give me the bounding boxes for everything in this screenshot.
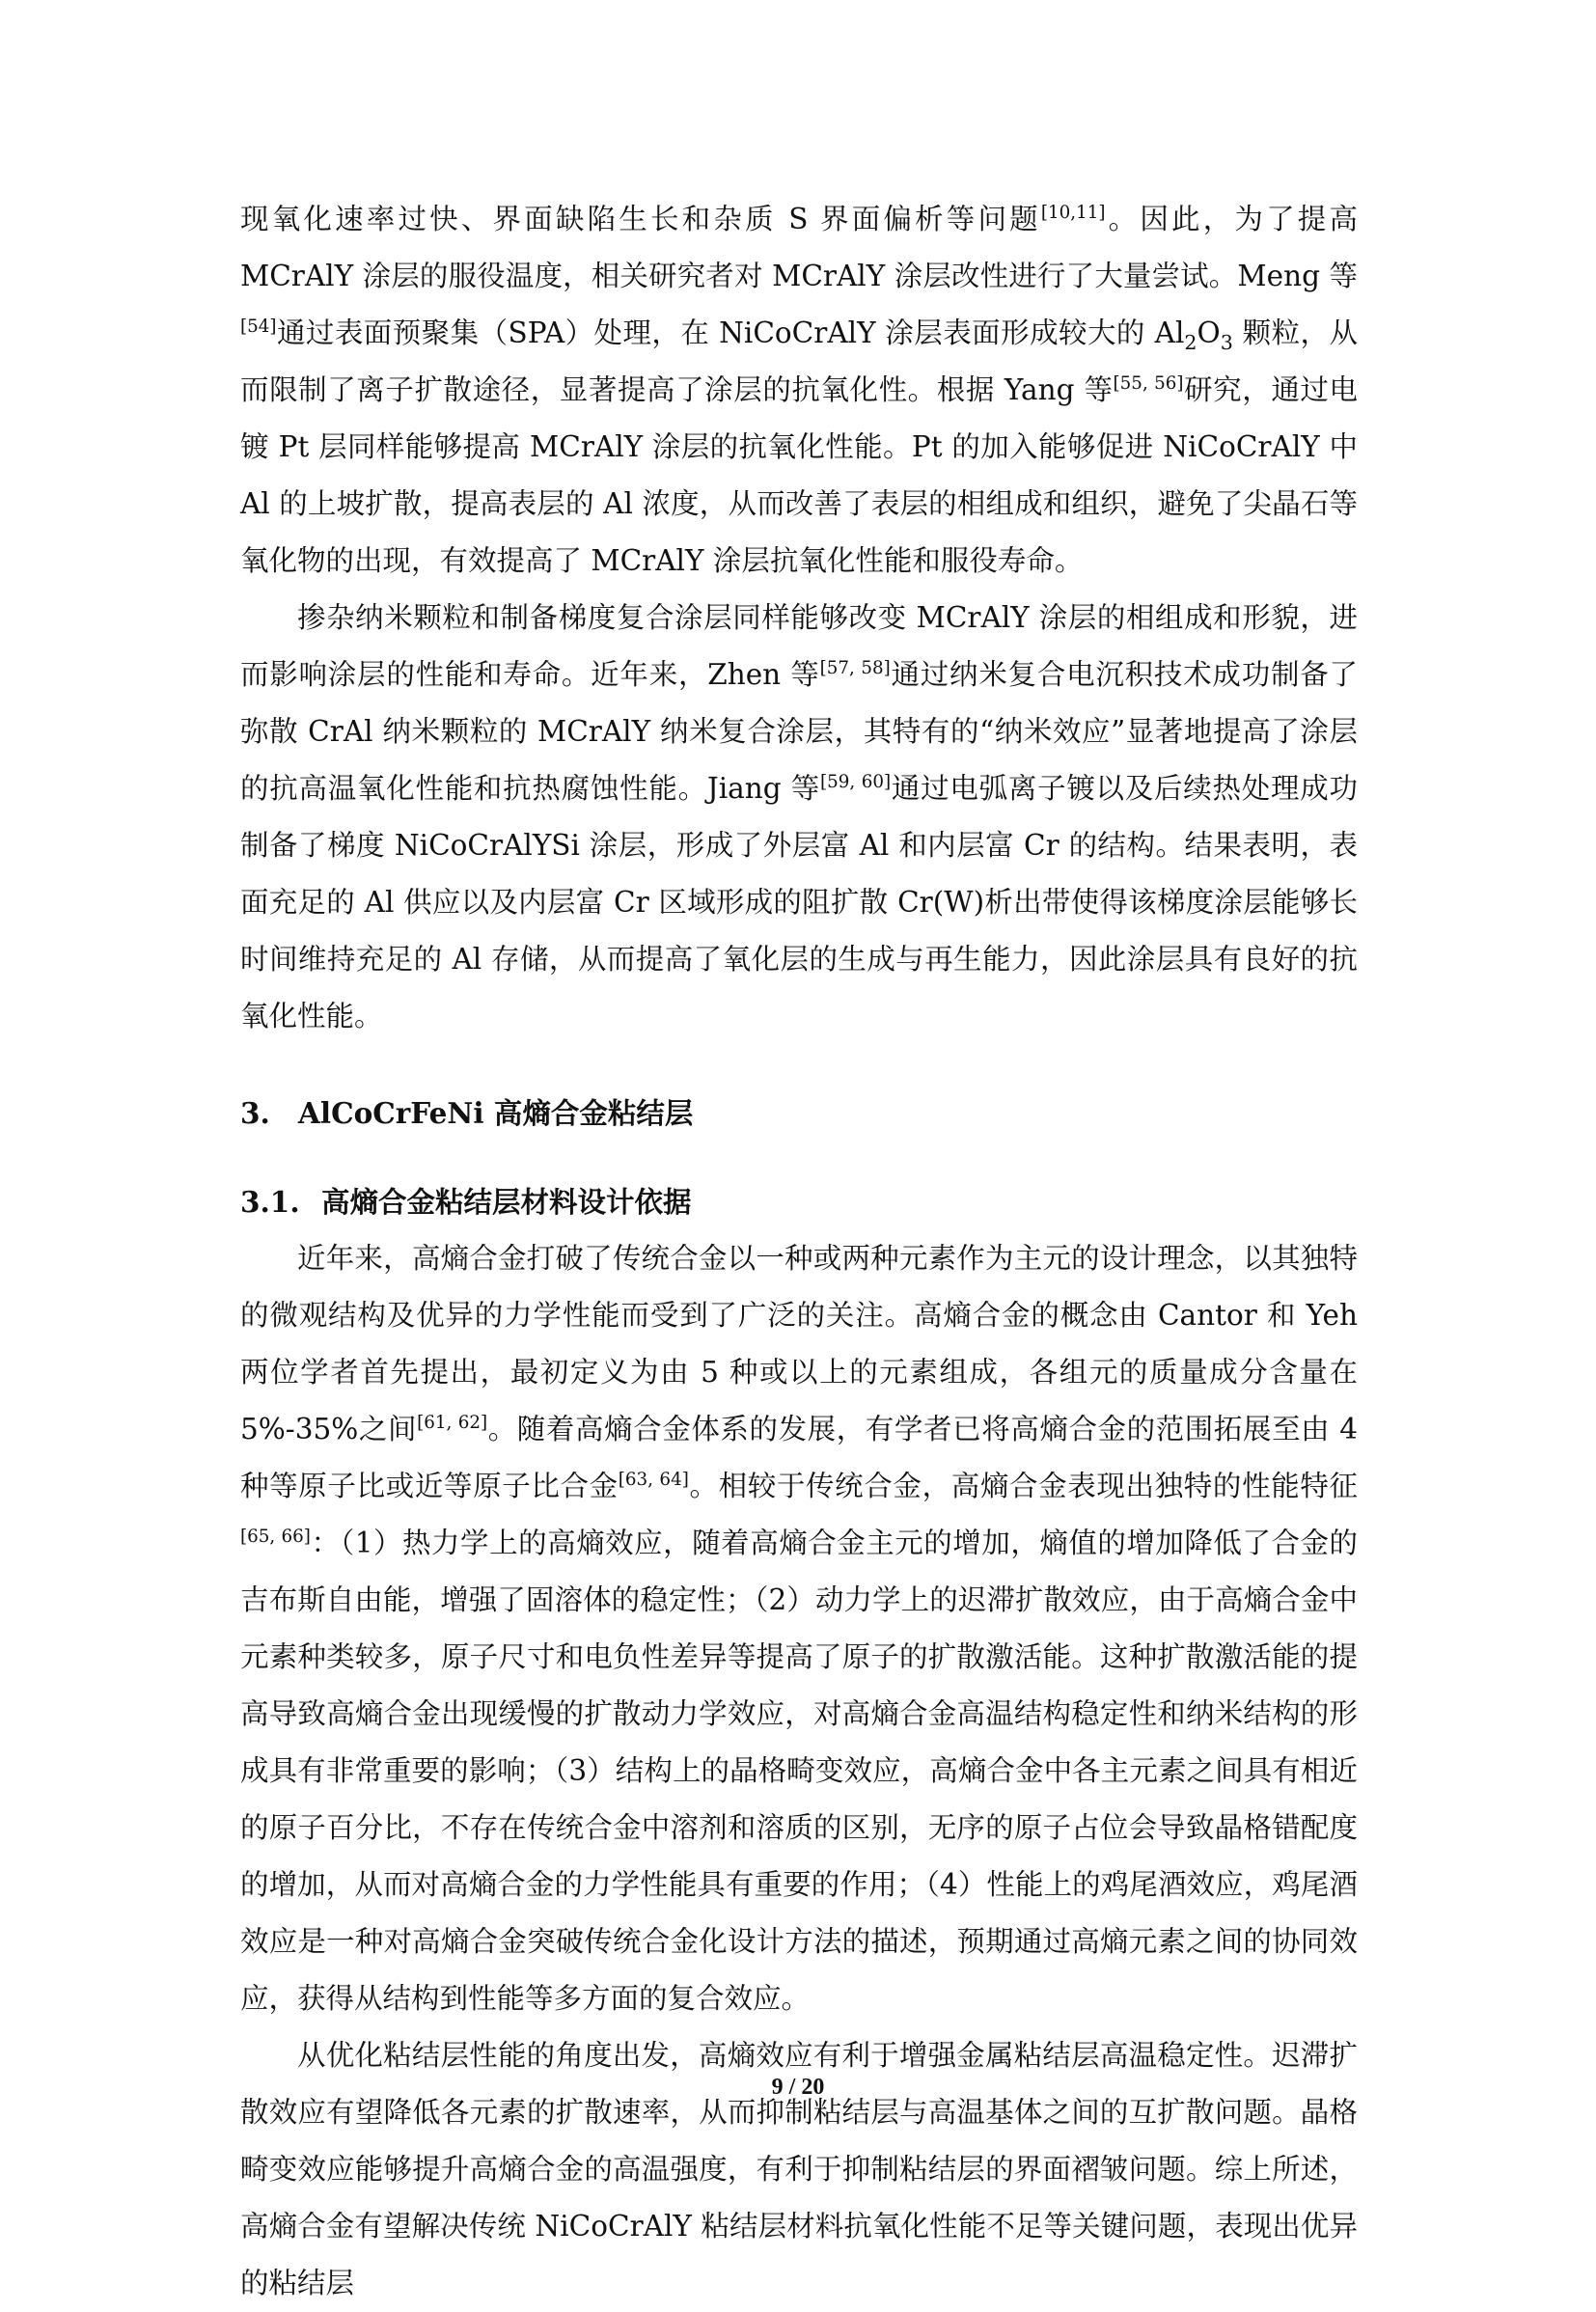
subscript: 3: [1220, 330, 1233, 354]
text-run: 。因此，为了提高 MCrAlY 涂层的服役温度，相关研究者对 MCrAlY 涂层改性进行了大量尝试。Meng 等: [240, 203, 1358, 292]
citation: [57, 58]: [819, 658, 891, 679]
text-run: 颗粒，从而限制了离子扩散途径，显著提高了涂层的抗氧化性。根据 Yang 等: [240, 317, 1358, 406]
section-heading-3-1: [240, 1173, 1358, 1230]
text-run: O: [1197, 317, 1221, 349]
text-run: 通过电弧离子镀以及后续热处理成功制备了梯度 NiCoCrAlYSi 涂层，形成了外层富 Al 和内层富 Cr 的结构。结果表明，表面充足的 Al 供应以及内层富 Cr 区域形成的阻扩散 Cr(W)析出带使得该梯度涂层能够长时间维持充足的 Al 存储，从而提高了氧化层的生成与再生能力，因此涂层具有良好的抗氧化性能。: [240, 772, 1358, 1032]
citation: [65, 66]: [240, 1527, 311, 1548]
section-title: AlCoCrFeNi 高熵合金粘结层: [298, 1096, 694, 1130]
citation: [10,11]: [1040, 203, 1106, 224]
text-run: 。随着高熵合金体系的发展，有学者已将高熵合金的范围拓展至由 4 种等原子比或近等原子比合金: [240, 1413, 1358, 1502]
paragraph-bond-coat-optimization: [240, 2027, 1358, 2312]
section-number: 3.1.: [240, 1185, 300, 1219]
text-run: 从优化粘结层性能的角度出发，高熵效应有利于增强金属粘结层高温稳定性。迟滞扩散效应有望降低各元素的扩散速率，从而抑制粘结层与高温基体之间的互扩散问题。晶格畸变效应能够提升高熵合金的高温强度，有利于抑制粘结层的界面褶皱问题。综上所述，高熵合金有望解决传统 NiCoCrAlY 粘结层材料抗氧化性能不足等关键问题，表现出优异的粘结层: [240, 2039, 1358, 2299]
section-number: 3.: [240, 1096, 270, 1130]
paragraph-hea-concept: [240, 1230, 1358, 2027]
section-heading-3: [240, 1085, 1358, 1142]
text-run: 通过表面预聚集（SPA）处理，在 NiCoCrAlY 涂层表面形成较大的 Al: [276, 317, 1185, 349]
paragraph-mcraly-modification: [240, 191, 1358, 590]
text-run: 近年来，高熵合金打破了传统合金以一种或两种元素作为主元的设计理念，以其独特的微观结构及优异的力学性能而受到了广泛的关注。高熵合金的概念由 Cantor 和 Yeh 两位学者首先提出，最初定义为由 5 种或以上的元素组成，各组元的质量成分含量在 5%-35%之间: [240, 1242, 1358, 1445]
text-run: ：（1）热力学上的高熵效应，随着高熵合金主元的增加，熵值的增加降低了合金的吉布斯自由能，增强了固溶体的稳定性；（2）动力学上的迟滞扩散效应，由于高熵合金中元素种类较多，原子尺寸和电负性差异等提高了原子的扩散激活能。这种扩散激活能的提高导致高熵合金出现缓慢的扩散动力学效应，对高熵合金高温结构稳定性和纳米结构的形成具有非常重要的影响；（3）结构上的晶格畸变效应，高熵合金中各主元素之间具有相近的原子百分比，不存在传统合金中溶剂和溶质的区别，无序的原子占位会导致晶格错配度的增加，从而对高熵合金的力学性能具有重要的作用；（4）性能上的鸡尾酒效应，鸡尾酒效应是一种对高熵合金突破传统合金化设计方法的描述，预期通过高熵元素之间的协同效应，获得从结构到性能等多方面的复合效应。: [240, 1527, 1358, 2015]
text-run: 现氧化速率过快、界面缺陷生长和杂质 S 界面偏析等问题: [240, 203, 1041, 235]
citation: [61, 62]: [417, 1413, 488, 1434]
text-run: 掺杂纳米颗粒和制备梯度复合涂层同样能够改变 MCrAlY 涂层的相组成和形貌，进而影响涂层的性能和寿命。近年来，Zhen 等: [240, 601, 1358, 691]
paragraph-nano-doping: [240, 590, 1358, 1045]
text-run: 通过纳米复合电沉积技术成功制备了弥散 CrAl 纳米颗粒的 MCrAlY 纳米复合涂层，其特有的“纳米效应”显著地提高了涂层的抗高温氧化性能和抗热腐蚀性能。Jiang 等: [240, 658, 1358, 805]
citation: [59, 60]: [819, 772, 892, 793]
citation: [54]: [240, 317, 277, 338]
page-body: [240, 191, 1358, 2312]
subscript: 2: [1184, 330, 1197, 354]
section-title: 高熵合金粘结层材料设计依据: [321, 1185, 692, 1219]
citation: [55, 56]: [1113, 373, 1184, 395]
page-number: 9 / 20: [771, 2075, 825, 2100]
text-run: 。相较于传统合金，高熵合金表现出独特的性能特征: [688, 1470, 1358, 1502]
citation: [63, 64]: [618, 1470, 689, 1491]
text-run: 研究，通过电镀 Pt 层同样能够提高 MCrAlY 涂层的抗氧化性能。Pt 的加入能够促进 NiCoCrAlY 中 Al 的上坡扩散，提高表层的 Al 浓度，从而改善了表层的相组成和组织，避免了尖晶石等氧化物的出现，有效提高了 MCrAlY 涂层抗氧化性能和服役寿命。: [240, 373, 1358, 577]
